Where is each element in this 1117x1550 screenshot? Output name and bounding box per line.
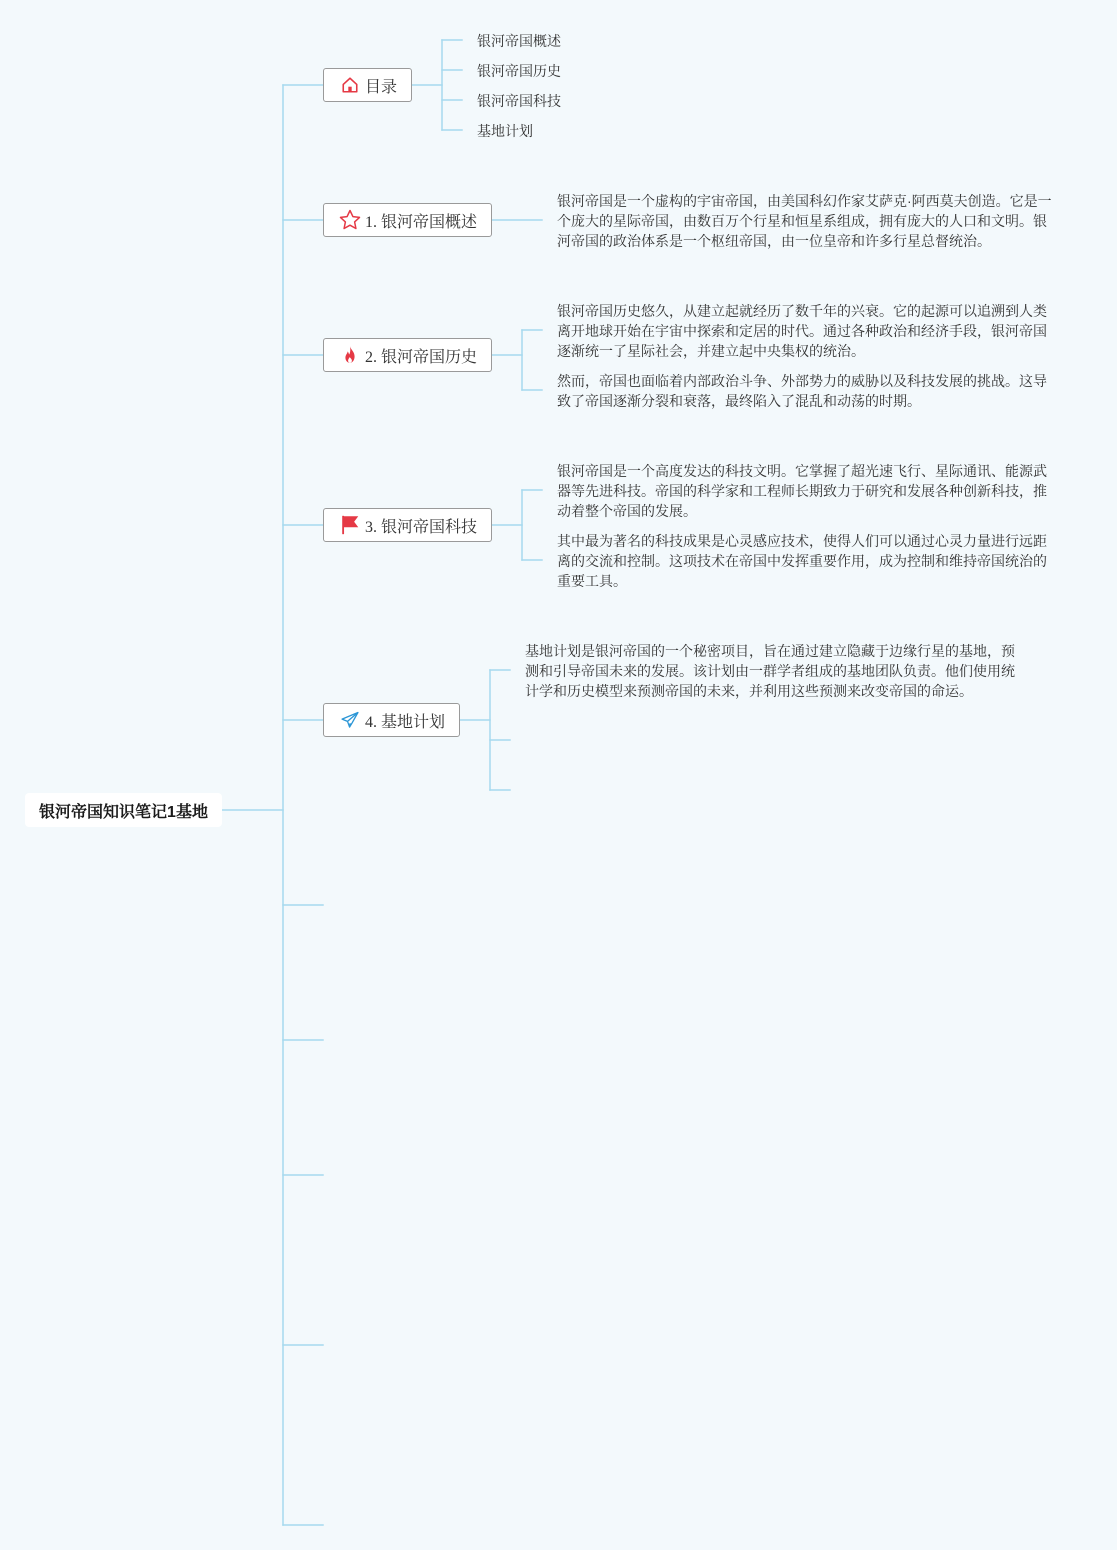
star-icon [338, 208, 362, 232]
root-topic[interactable] [25, 793, 222, 827]
note-overview[interactable]: 银河帝国是一个虚构的宇宙帝国，由美国科幻作家艾萨克·阿西莫夫创造。它是一个庞大的星际帝国，由数百万个行星和恒星系组成，拥有庞大的人口和文明。银河帝国的政治体系是一个枢纽帝国，由一位皇帝和许多行星总督统治。 [557, 193, 1052, 249]
topic-label: 3. 银河帝国科技 [365, 518, 478, 536]
topic-label: 2. 银河帝国历史 [365, 348, 478, 366]
note-foundation-plan[interactable]: 基地计划是银河帝国的一个秘密项目，旨在通过建立隐藏于边缘行星的基地，预测和引导帝国未来的发展。该计划由一群学者组成的基地团队负责。他们使用统计学和历史模型来预测帝国的未来，并利用这些预测来改变帝国的命运。 [525, 643, 1015, 699]
topic-label: 目录 [365, 78, 398, 96]
topic-label: 4. 基地计划 [365, 713, 446, 731]
house-icon [338, 73, 362, 97]
note-technology-1[interactable]: 银河帝国是一个高度发达的科技文明。它掌握了超光速飞行、星际通讯、能源武器等先进科技。帝国的科学家和工程师长期致力于研究和发展各种创新科技，推动着整个帝国的发展。 [557, 463, 1047, 519]
note-history-2[interactable]: 然而，帝国也面临着内部政治斗争、外部势力的威胁以及科技发展的挑战。这导致了帝国逐渐分裂和衰落，最终陷入了混乱和动荡的时期。 [557, 373, 1047, 409]
flag-icon [338, 513, 362, 537]
topic-label: 1. 银河帝国概述 [365, 213, 478, 231]
toc-item-technology[interactable]: 银河帝国科技 [477, 93, 561, 109]
toc-item-foundation-plan[interactable]: 基地计划 [477, 123, 533, 139]
topic-toc[interactable] [323, 68, 412, 102]
topic-foundation-plan[interactable] [323, 703, 460, 737]
topic-history[interactable] [323, 338, 492, 372]
topic-overview[interactable] [323, 203, 492, 237]
note-technology-2[interactable]: 其中最为著名的科技成果是心灵感应技术，使得人们可以通过心灵力量进行远距离的交流和控制。这项技术在帝国中发挥重要作用，成为控制和维持帝国统治的重要工具。 [557, 533, 1047, 589]
topic-technology[interactable] [323, 508, 492, 542]
note-history-1[interactable]: 银河帝国历史悠久，从建立起就经历了数千年的兴衰。它的起源可以追溯到人类离开地球开始在宇宙中探索和定居的时代。通过各种政治和经济手段，银河帝国逐渐统一了星际社会，并建立起中央集权的统治。 [557, 303, 1047, 359]
paper-plane-icon [338, 708, 362, 732]
toc-item-history[interactable]: 银河帝国历史 [477, 63, 561, 79]
toc-item-overview[interactable]: 银河帝国概述 [477, 33, 561, 49]
fire-icon [338, 343, 362, 367]
root-label: 银河帝国知识笔记1基地 [39, 803, 208, 821]
